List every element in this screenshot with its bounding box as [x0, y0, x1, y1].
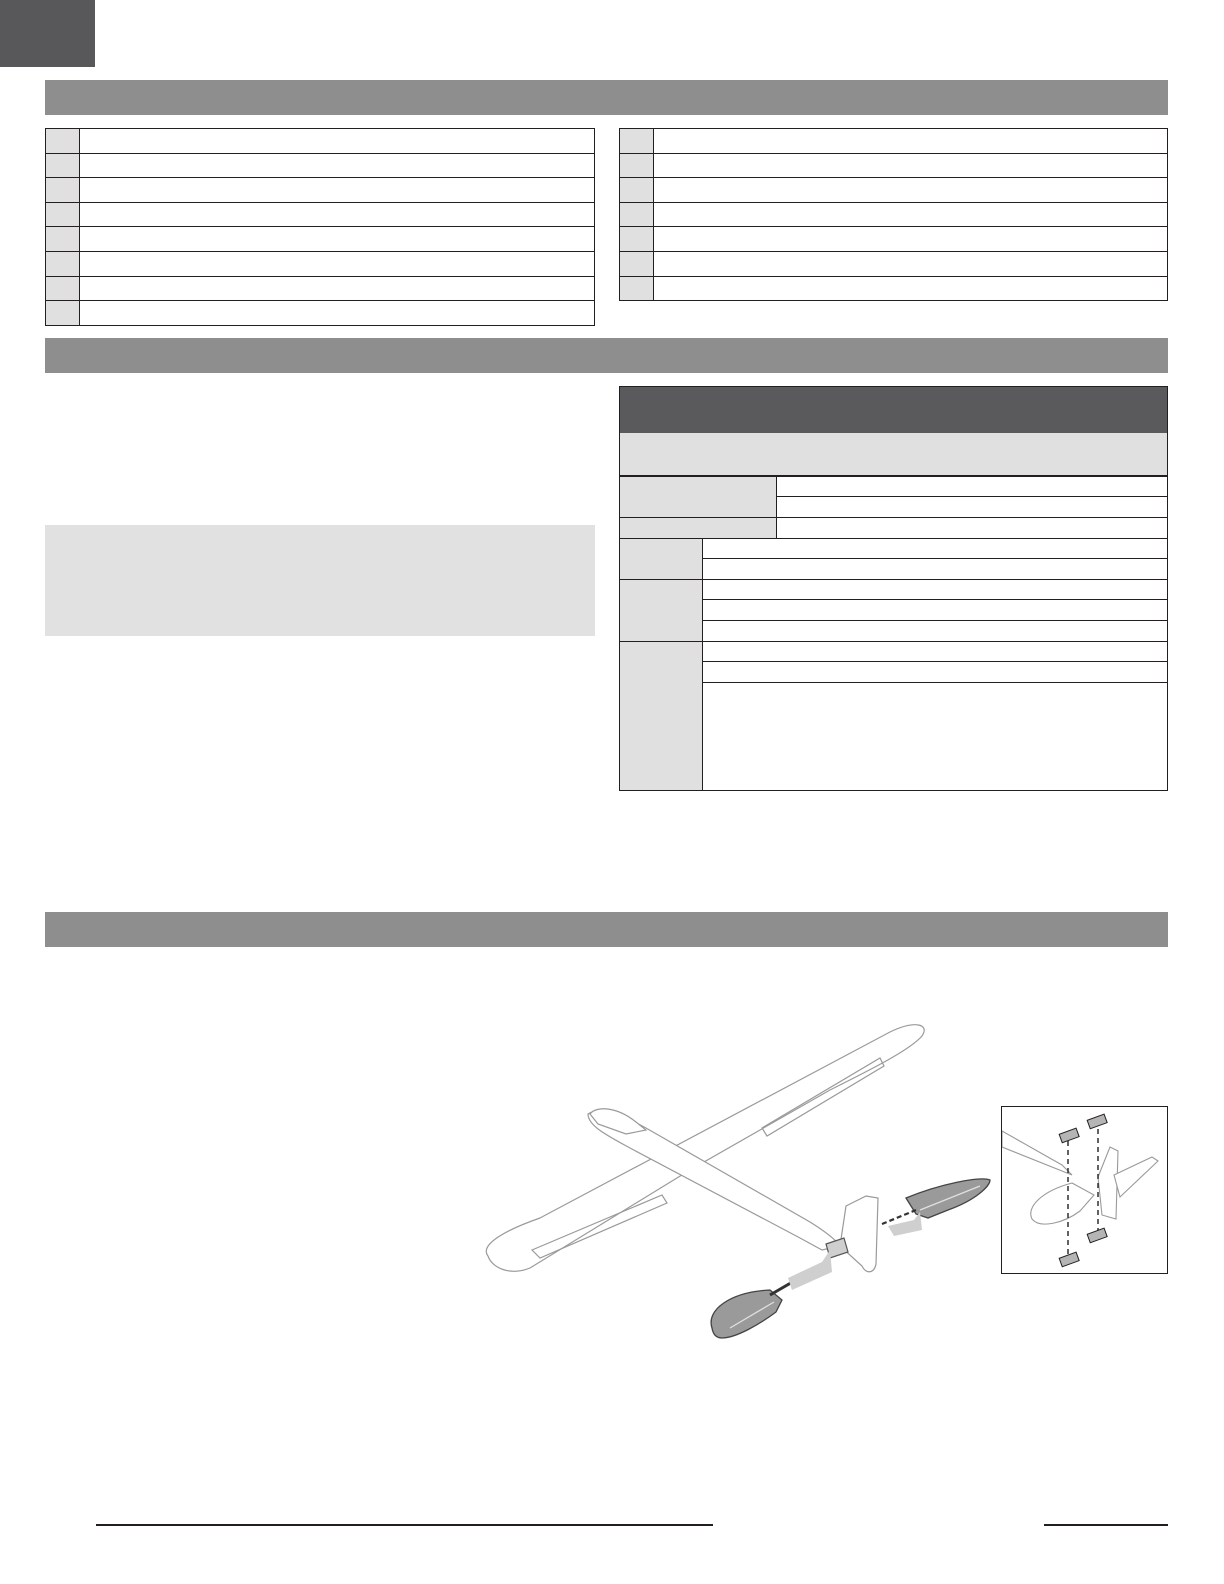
- checklist-number-cell: [46, 251, 80, 276]
- checklist-row: [46, 301, 595, 326]
- checklist-row: [46, 276, 595, 301]
- checklist-item-cell: [654, 276, 1168, 301]
- language-tab: [0, 0, 95, 67]
- checklist-number-cell: [46, 129, 80, 154]
- checklist-row: [620, 153, 1168, 178]
- checklist-item-cell: [80, 251, 595, 276]
- glider-tail-assembly-illustration: [470, 1010, 1010, 1350]
- checklist-number-cell: [620, 251, 654, 276]
- setup-label-cell: [619, 517, 777, 539]
- checklist-right: [619, 128, 1168, 301]
- tape-placement-illustration: [1002, 1107, 1169, 1275]
- checklist-item-cell: [80, 227, 595, 252]
- checklist-item-cell: [80, 202, 595, 227]
- checklist-number-cell: [46, 178, 80, 203]
- checklist-row: [46, 227, 595, 252]
- checklist-row: [620, 251, 1168, 276]
- checklist-number-cell: [620, 227, 654, 252]
- checklist-item-cell: [80, 178, 595, 203]
- checklist-row: [46, 202, 595, 227]
- checklist-item-cell: [654, 202, 1168, 227]
- setup-value-cell: [702, 661, 1168, 683]
- checklist-row: [46, 153, 595, 178]
- checklist-left: [45, 128, 595, 326]
- checklist-item-cell: [654, 227, 1168, 252]
- section-bar-checklist: [45, 80, 1168, 115]
- setup-value-cell: [702, 682, 1168, 791]
- checklist-row: [620, 276, 1168, 301]
- setup-value-cell: [776, 517, 1168, 539]
- tape-placement-inset: [1001, 1106, 1168, 1274]
- checklist-item-cell: [80, 301, 595, 326]
- checklist-item-cell: [654, 178, 1168, 203]
- checklist-number-cell: [620, 276, 654, 301]
- checklist-number-cell: [620, 178, 654, 203]
- setup-label-cell: [619, 476, 777, 518]
- checklist-number-cell: [46, 153, 80, 178]
- checklist-item-cell: [80, 276, 595, 301]
- checklist-number-cell: [46, 301, 80, 326]
- setup-label-cell: [619, 641, 703, 791]
- footer-rule-left: [96, 1524, 713, 1526]
- checklist-row: [46, 251, 595, 276]
- checklist-row: [620, 129, 1168, 154]
- checklist-item-cell: [654, 153, 1168, 178]
- checklist-number-cell: [620, 129, 654, 154]
- setup-value-cell: [776, 496, 1168, 518]
- checklist-item-cell: [80, 129, 595, 154]
- checklist-item-cell: [654, 129, 1168, 154]
- checklist-number-cell: [46, 227, 80, 252]
- setup-table-subheader: [620, 433, 1167, 476]
- setup-value-cell: [776, 476, 1168, 497]
- checklist-row: [46, 178, 595, 203]
- checklist-number-cell: [620, 153, 654, 178]
- checklist-row: [620, 227, 1168, 252]
- section-bar-settings: [45, 338, 1168, 373]
- setup-table-header: [620, 387, 1167, 433]
- note-box: [45, 525, 595, 636]
- setup-value-cell: [702, 641, 1168, 662]
- section-bar-assembly: [45, 912, 1168, 947]
- setup-value-cell: [702, 538, 1168, 559]
- checklist-number-cell: [620, 202, 654, 227]
- checklist-row: [620, 178, 1168, 203]
- checklist-number-cell: [46, 276, 80, 301]
- setup-value-cell: [702, 599, 1168, 621]
- checklist-item-cell: [654, 251, 1168, 276]
- setup-value-cell: [702, 620, 1168, 642]
- checklist-item-cell: [80, 153, 595, 178]
- footer-rule-right: [1044, 1524, 1168, 1526]
- setup-label-cell: [619, 579, 703, 642]
- setup-value-cell: [702, 558, 1168, 580]
- setup-label-cell: [619, 538, 703, 580]
- checklist-row: [620, 202, 1168, 227]
- checklist-row: [46, 129, 595, 154]
- setup-value-cell: [702, 579, 1168, 600]
- checklist-number-cell: [46, 202, 80, 227]
- transmitter-setup-table: [619, 386, 1168, 791]
